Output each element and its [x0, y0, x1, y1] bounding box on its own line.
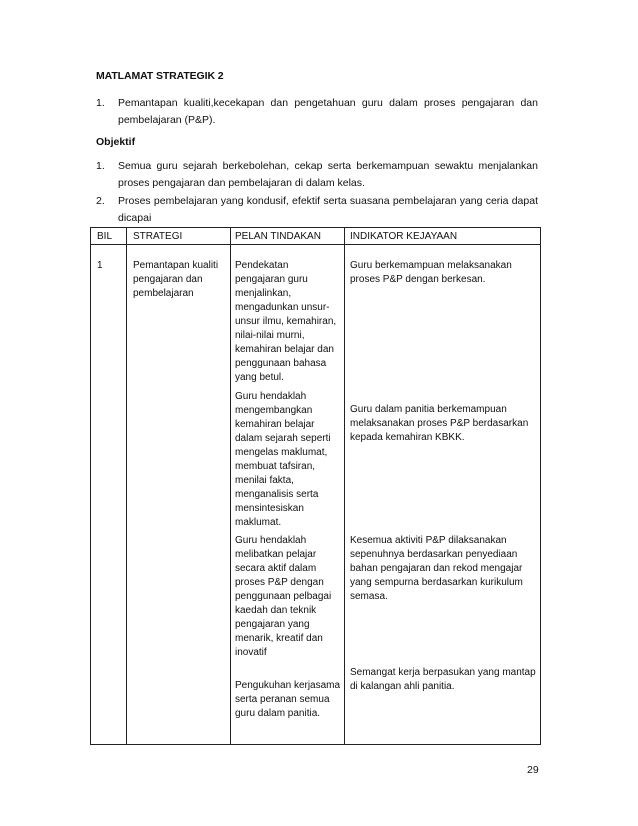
cell-indikator-3: Kesemua aktiviti P&P dilaksanakan sepenuhnya berdasarkan penyediaan bahan pengajaran dan rekod mengajar yang sempurna berdasarkan kurikulum semasa. — [350, 535, 523, 602]
column-divider — [344, 228, 345, 744]
header-indikator-kejayaan: INDIKATOR KEJAYAAN — [350, 231, 458, 242]
cell-pelan-4: Pengukuhan kerjasama serta peranan semua guru dalam panitia. — [235, 680, 341, 719]
cell-pelan-3: Guru hendaklah melibatkan pelajar secara aktif dalam proses P&P dengan penggunaan pelbagai kaedah dan teknik pengajaran yang menarik, kreatif dan inovatif — [235, 535, 332, 658]
objectives-list — [96, 158, 538, 228]
cell-strategi: Pemantapan kualiti pengajaran dan pembelajaran — [133, 260, 219, 299]
cell-pelan-1: Pendekatan pengajaran guru menjalinkan, mengadunkan unsur-unsur ilmu, kemahiran, nilai-nilai murni, kemahiran belajar dan penggunaan bahasa yang betul. — [235, 260, 337, 383]
cell-indikator-4: Semangat kerja berpasukan yang mantap di kalangan ahli panitia. — [350, 667, 536, 692]
cell-indikator-2: Guru dalam panitia berkemampuan melaksanakan proses P&P berdasarkan kepada kemahiran KBKK. — [350, 404, 529, 443]
column-divider — [126, 228, 127, 744]
goal-text: Pemantapan kualiti,kecekapan dan pengetahuan guru dalam proses pengajaran dan pembelajaran (P&P). — [118, 97, 538, 126]
header-pelan-tindakan: PELAN TINDAKAN — [235, 231, 321, 242]
page-number: 29 — [527, 764, 539, 776]
strategy-table — [90, 227, 541, 745]
section-title: MATLAMAT STRATEGIK 2 — [96, 70, 224, 82]
strategic-goal — [96, 95, 538, 129]
header-strategi: STRATEGI — [133, 231, 183, 242]
objective-number: 2. — [96, 195, 105, 207]
cell-indikator-1: Guru berkemampuan melaksanakan proses P&P dengan berkesan. — [350, 260, 512, 285]
cell-pelan-2: Guru hendaklah mengembangkan kemahiran belajar dalam sejarah seperti mengelas maklumat, membuat tafsiran, menilai fakta, menganalisis serta mensintesiskan maklumat. — [235, 391, 331, 528]
column-divider — [230, 228, 231, 744]
objective-item — [96, 193, 538, 227]
header-bil: BIL — [97, 231, 113, 242]
objective-text: Semua guru sejarah berkebolehan, cekap serta berkemampuan sewaktu menjalankan proses pengajaran dan pembelajaran di dalam kelas. — [118, 160, 538, 189]
cell-bil: 1 — [97, 260, 103, 271]
header-divider — [91, 244, 540, 245]
objective-item — [96, 158, 538, 192]
goal-number: 1. — [96, 97, 105, 109]
objectives-heading: Objektif — [96, 136, 136, 148]
objective-number: 1. — [96, 160, 105, 172]
objective-text: Proses pembelajaran yang kondusif, efektif serta suasana pembelajaran yang ceria dapat dicapai — [118, 195, 538, 224]
